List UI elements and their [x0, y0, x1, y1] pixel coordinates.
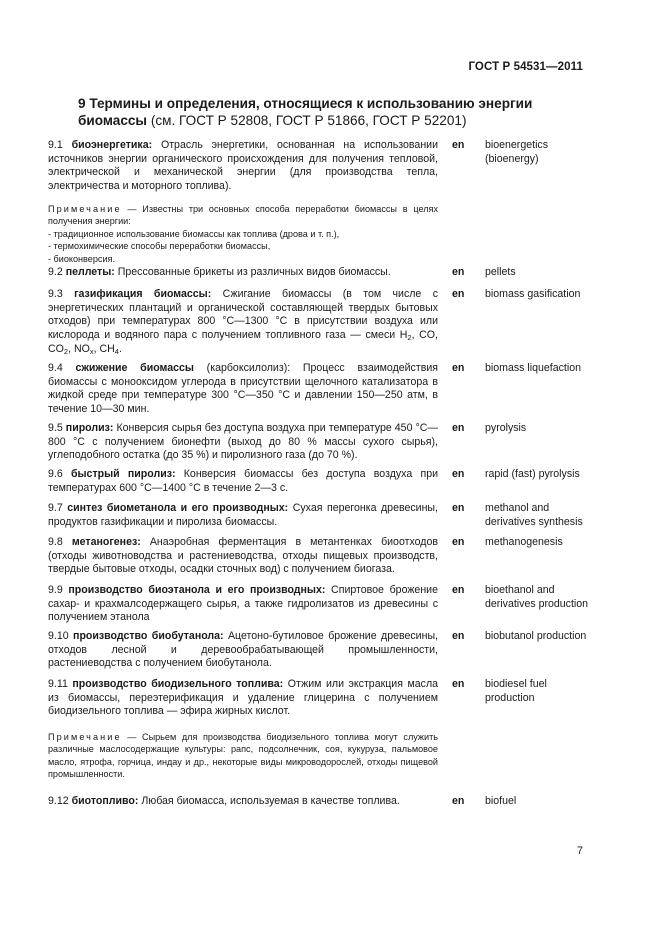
term-definition-part: , CH: [93, 342, 115, 355]
lang-label: en: [452, 422, 465, 434]
lang-label: en: [452, 584, 465, 596]
term-entry-9-4: [48, 362, 438, 417]
term-definition-part: , NO: [68, 342, 90, 355]
term-number: 9.2: [48, 266, 63, 278]
term-number: 9.3: [48, 288, 63, 300]
term-entry-9-5: [48, 422, 438, 463]
term-entry-9-8: [48, 536, 438, 577]
english-term: methanol and derivatives synthesis: [485, 502, 583, 528]
term-name: производство биодизельного топлива:: [72, 678, 284, 690]
term-definition: Прессованные брикеты из различных видов биомассы.: [114, 266, 391, 278]
term-entry-9-7: [48, 502, 438, 529]
note-block-2: [48, 731, 438, 781]
english-term: methanogenesis: [485, 536, 563, 548]
term-name: биотопливо:: [71, 795, 139, 807]
term-name: газификация биомассы:: [74, 288, 212, 300]
english-term: biomass gasification: [485, 288, 581, 300]
term-entry-9-9: [48, 584, 438, 625]
term-definition: Сжигание биомассы (в том числе с энергетических плантаций и органической составляющей твердых бытовых отходов) при температурах 800 °С—1300 °С в присутствии воздуха или кислорода и водяного пара с получением топливного газа — смеси H: [48, 288, 438, 342]
lang-label: en: [452, 630, 465, 642]
english-term: biofuel: [485, 795, 517, 807]
term-definition: Ацетоно-бутиловое брожение древесины, отходов лесной и деревообрабатывающей промышленности, растениеводства с получением биобутанола.: [48, 630, 438, 670]
subscript: 2: [407, 333, 412, 343]
term-definition-part: .: [118, 342, 122, 355]
note-list-item: - традиционное использование биомассы как топлива (дрова и т. п.),: [48, 228, 340, 239]
lang-label: en: [452, 468, 465, 480]
term-number: 9.1: [48, 139, 63, 151]
term-number: 9.9: [48, 584, 63, 596]
lang-label: en: [452, 795, 465, 807]
term-definition-part: , CO, CO: [48, 329, 438, 355]
note-list-item: - термохимические способы переработки биомассы,: [48, 241, 271, 252]
lang-label: en: [452, 678, 465, 690]
term-definition: Конверсия биомассы без доступа воздуха при температурах 600 °С—1400 °С в течение 2—3 с.: [48, 468, 439, 494]
term-number: 9.10: [48, 630, 69, 642]
term-number: 9.8: [48, 536, 63, 548]
lang-label: en: [452, 536, 465, 548]
term-entry-9-12: [48, 795, 438, 809]
term-definition: Любая биомасса, используемая в качестве топлива.: [138, 795, 400, 807]
page-number: 7: [576, 845, 583, 857]
subscript: 4: [114, 346, 119, 356]
term-definition: Спиртовое брожение сахар- и крахмалсодержащего сырья, а также гидролизатов из древесины с получением этанола: [48, 584, 438, 624]
lang-label: en: [452, 266, 465, 278]
english-term: biodiesel fuel production: [485, 678, 547, 704]
lang-label: en: [452, 139, 465, 151]
term-name: производство биоэтанола и его производных:: [68, 584, 326, 596]
term-number: 9.12: [48, 795, 69, 807]
section-title-refs: (см. ГОСТ Р 52808, ГОСТ Р 51866, ГОСТ Р 52201): [147, 113, 467, 128]
term-entry-9-6: [48, 468, 438, 495]
english-term: bioethanol and derivatives production: [485, 584, 589, 610]
note-text: — Сырьем для производства биодизельного топлива могут служить различные маслосодержащие культуры: рапс, подсолнечник, соя, кукуруза, пальмовое масло, ятрофа, горчица, индау и др., некоторые виды микроводорослей, отходы пищевой промышленности.: [48, 732, 438, 780]
lang-label: en: [452, 502, 465, 514]
note-block-1: [48, 203, 438, 265]
term-number: 9.11: [48, 678, 68, 690]
term-number: 9.7: [48, 502, 63, 514]
term-number: 9.4: [48, 362, 63, 374]
note-label: Примечание: [48, 732, 122, 742]
note-list-item: - биоконверсия.: [48, 253, 115, 264]
term-name: метаногенез:: [71, 536, 141, 548]
note-text: — Известны три основных способа переработки биомассы в целях получения энергии:: [48, 204, 438, 227]
term-entry-9-2: [48, 266, 438, 280]
term-definition: Анаэробная ферментация в метантенках биоотходов (отходы животноводства и растениеводства, отходы пищевых производств, твердые бытовые отходы, осадки сточных вод) с получением биогаза.: [48, 536, 438, 576]
term-definition: Конверсия сырья без доступа воздуха при температуре 450 °С—800 °С с получением бионефти (выход до 80 % массы сухого сырья), углеподобного остатка (до 35 %) и пиролизного газа (до 70 %).: [48, 422, 438, 462]
term-entry-9-1: [48, 139, 438, 194]
english-term: biomass liquefaction: [485, 362, 581, 374]
english-term: pyrolysis: [485, 422, 527, 434]
term-number: 9.5: [48, 422, 63, 434]
english-term: biobutanol production: [485, 630, 587, 642]
term-entry-9-10: [48, 630, 438, 671]
section-title: [78, 95, 568, 129]
term-name: быстрый пиролиз:: [70, 468, 176, 480]
term-entry-9-3: [48, 288, 438, 357]
document-code-header: ГОСТ Р 54531—2011: [468, 61, 583, 73]
term-name: биоэнергетика:: [71, 139, 153, 151]
english-term: rapid (fast) pyrolysis: [485, 468, 580, 480]
term-name: сжижение биомассы: [75, 362, 194, 374]
term-name: синтез биометанола и его производных:: [67, 502, 289, 514]
lang-label: en: [452, 288, 465, 300]
term-entry-9-11: [48, 678, 438, 719]
term-definition: Отжим или экстракция масла из биомассы, переэтерификация и удаление глицерина с получением биодизельного топлива — эфира жирных кислот.: [48, 678, 439, 718]
note-label: Примечание: [48, 204, 122, 214]
lang-label: en: [452, 362, 465, 374]
term-number: 9.6: [48, 468, 63, 480]
term-name: пиролиз:: [65, 422, 114, 434]
subscript: 2: [63, 346, 69, 356]
term-definition: Отрасль энергетики, основанная на использовании источников энергии органического происхождения для получения тепловой, электрической и механической энергии (для производства тепла, электричества и моторного топлива).: [48, 139, 438, 193]
term-name: производство биобутанола:: [73, 630, 224, 642]
term-definition: (карбоксилолиз): Процесс взаимодействия биомассы с монооксидом углерода в присутствии щелочного катализатора в жидкой среде при температуре 300 °С—350 °С и давлении 150—250 атм, в течение 10—30 мин.: [48, 362, 438, 416]
term-name: пеллеты:: [65, 266, 115, 278]
term-definition: Сухая перегонка древесины, продуктов газификации и пиролиза биомассы.: [48, 502, 438, 528]
english-term: bioenergetics (bioenergy): [485, 139, 549, 165]
subscript: х: [89, 346, 94, 356]
section-title-bold: 9 Термины и определения, относящиеся к использованию энергии биомассы: [78, 96, 533, 128]
english-term: pellets: [485, 266, 516, 278]
